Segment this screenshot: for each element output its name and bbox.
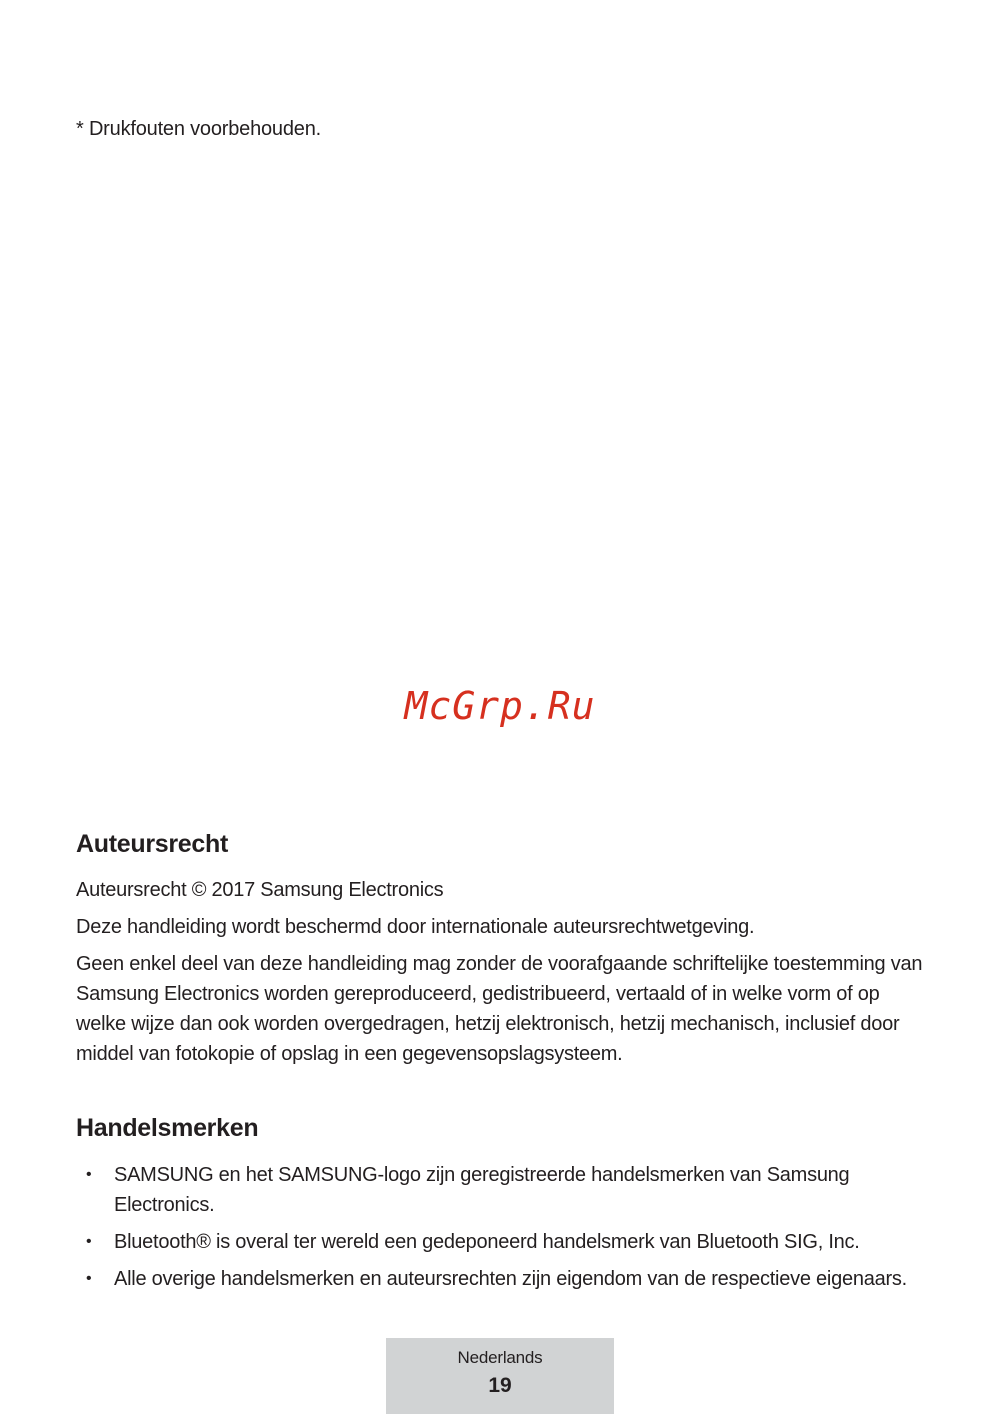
copyright-heading: Auteursrecht: [76, 830, 228, 858]
watermark-text: McGrp.Ru: [404, 684, 596, 728]
bullet-icon: •: [86, 1166, 92, 1183]
bullet-icon: •: [86, 1233, 92, 1250]
list-item-text: Bluetooth® is overal ter wereld een gedeponeerd handelsmerk van Bluetooth SIG, Inc.: [114, 1231, 860, 1253]
list-item-text: Alle overige handelsmerken en auteursrechten zijn eigendom van de respectieve eigenaars.: [114, 1268, 907, 1290]
page-number: 19: [488, 1374, 512, 1397]
copyright-restriction-text: Geen enkel deel van deze handleiding mag zonder de voorafgaande schriftelijke toestemming van Samsung Electronics worden gereproduceerd, gedistribueerd, vertaald of in welke vorm of op welke wijze dan ook worden overgedragen, hetzij elektronisch, hetzij mechanisch, inclusief door middel van fotokopie of opslag in een gegevensopslagsysteem.: [76, 953, 923, 1065]
page-footer: [386, 1338, 614, 1414]
list-item: [76, 1160, 926, 1220]
footer-language: Nederlands: [457, 1348, 543, 1367]
copyright-section: [76, 830, 926, 1076]
trademarks-list: [76, 1160, 926, 1294]
trademarks-section: [76, 1114, 926, 1301]
misprint-disclaimer: * Drukfouten voorbehouden.: [76, 118, 321, 140]
copyright-protection-text: Deze handleiding wordt beschermd door internationale auteursrechtwetgeving.: [76, 916, 755, 938]
list-item-text: SAMSUNG en het SAMSUNG-logo zijn geregistreerde handelsmerken van Samsung Electronics.: [114, 1164, 850, 1216]
list-item: [76, 1227, 926, 1257]
copyright-notice: Auteursrecht © 2017 Samsung Electronics: [76, 879, 444, 901]
trademarks-heading: Handelsmerken: [76, 1114, 259, 1142]
list-item: [76, 1264, 926, 1294]
bullet-icon: •: [86, 1270, 92, 1287]
